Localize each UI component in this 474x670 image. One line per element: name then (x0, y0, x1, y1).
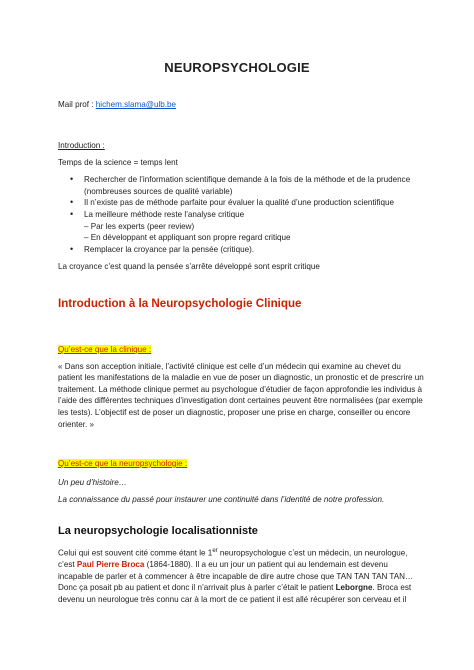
connaissance-line: La connaissance du passé pour instaurer une continuité dans l’identité de notre profession. (58, 495, 385, 505)
question-clinique: Qu’est-ce que la clinique : (58, 345, 152, 354)
neuropsy-section (58, 458, 424, 506)
question-neuropsychologie: Qu’est-ce que la neuropsychologie : (58, 459, 188, 468)
intro-line: Temps de la science = temps lent (58, 157, 178, 167)
para-superscript: er (212, 548, 218, 554)
para-text: (1864-1880). Il a eu un jour un patient qui au lendemain est devenu incapable de parler et à commencer à être incapable de dire autre chose que TAN TAN TAN TAN… Donc ça posait pb au patient et donc il n’arrivait plus à parler c’était le patient (58, 560, 414, 593)
intro-subitem: – En développant et appliquant son propre regard critique (84, 233, 291, 243)
intro-subitem: – Par les experts (peer review) (84, 221, 195, 231)
para-text: Celui qui est souvent cité comme étant le 1 (58, 548, 213, 558)
intro-section (58, 140, 424, 273)
intro-bullet: • Il n’existe pas de méthode parfaite pour évaluer la qualité d’une production scientifique (84, 197, 424, 209)
mail-line (58, 99, 424, 111)
clinique-quote: « Dans son acception initiale, l’activité clinique est celle d’un médecin qui examine au chevet du patient les manifestations de la maladie en vue de poser un diagnostic, un pronostic et de prescrire un traitement. La méthode clinique permet au psychologue d’étudier de façon approfondie les individus à l’aide des différentes techniques d’investigation dont certaines peuvent être normalisées (par exemple les tests). L’objectif est de poser un diagnostic, proposer une prise en charge, conseiller ou encore orienter. » (58, 361, 424, 429)
croyance-line: La croyance c’est quand la pensée s’arrête développé sont esprit critique (58, 262, 320, 272)
clinique-section (58, 344, 424, 430)
histoire-line: Un peu d’histoire… (58, 477, 127, 487)
intro-bullet: • La meilleure méthode reste l’analyse critique (84, 209, 424, 221)
intro-heading: Introduction : (58, 141, 105, 150)
para-text: neuropsychologue c’est un médecin, un neurologue, c’est (58, 548, 408, 570)
broca-name: Paul Pierre Broca (76, 560, 145, 570)
localisation-paragraph (58, 546, 424, 606)
localisation-heading: La neuropsychologie localisationniste (58, 525, 258, 537)
mail-link[interactable]: hichem.slama@ulb.be (95, 100, 176, 109)
leborgne-name: Leborgne (335, 583, 373, 593)
mail-label: Mail prof : (58, 100, 96, 109)
intro-bullet: • Remplacer la croyance par la pensée (critique). (84, 244, 424, 256)
document-title: NEUROPSYCHOLOGIE (164, 60, 310, 75)
intro-bullet-list (58, 174, 424, 255)
clinique-heading: Introduction à la Neuropsychologie Clinique (58, 297, 302, 310)
para-text: . Broca est devenu un neurologue très connu car à la mort de ce patient il est allé récupérer son cerveau et il (58, 583, 412, 605)
intro-bullet: • Rechercher de l’information scientifique demande à la fois de la méthode et de la prudence (nombreuses sources de qualité variable) (84, 174, 424, 197)
